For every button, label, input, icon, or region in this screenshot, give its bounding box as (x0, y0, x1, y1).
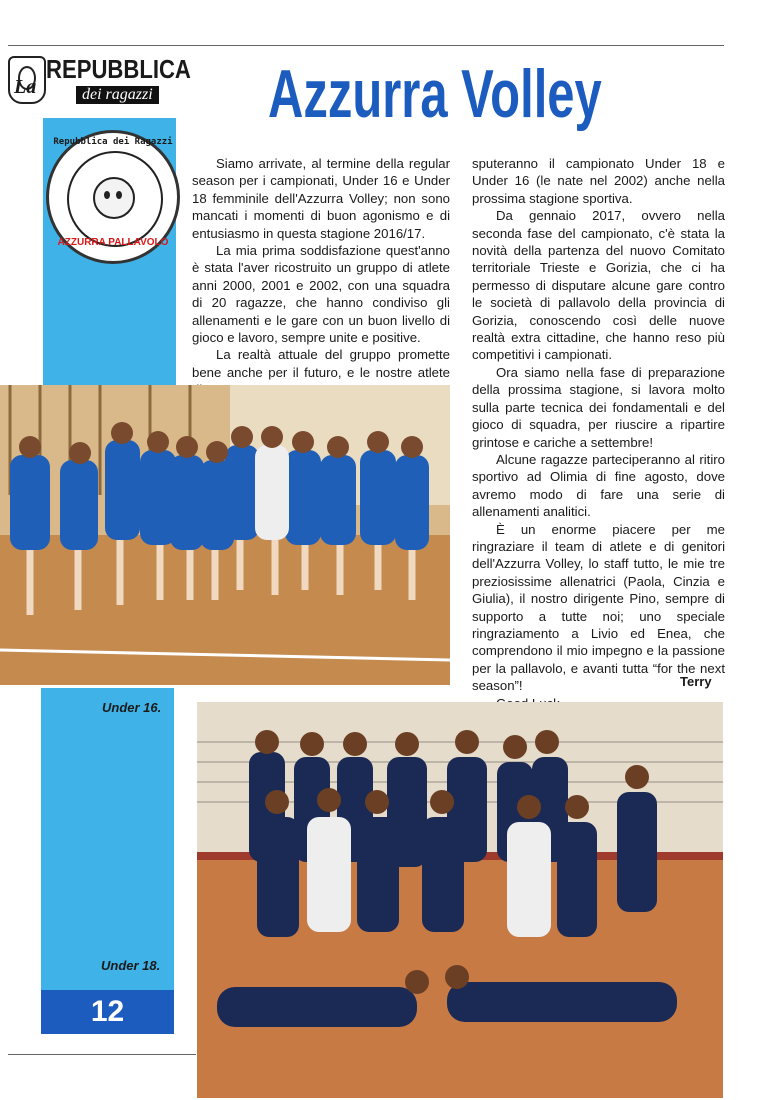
sidebar-blue-strip-bottom (41, 688, 174, 990)
paragraph: Da gennaio 2017, ovvero nella seconda fase del campionato, c'è stata la novità della partenza del nuovo Comitato territoriale Trieste e Gorizia, che ci ha permesso di disputare alcune gare contro le società di pallavolo della provincia di Gorizia, conoscendo così delle nuove realtà extra cittadine, che hanno reso più competitivi i campionati. (472, 208, 725, 363)
author-signature: Terry (680, 674, 712, 689)
paragraph: La mia prima soddisfazione quest'anno è stata l'aver ricostruito un gruppo di atlete anni 2000, 2001 e 2002, con una squadra di 20 ragazze, che hanno condiviso gli allenamenti e le gare con un buon livello di gioco e lavoro, sempre unite e positive. (192, 243, 450, 346)
paragraph: Alcune ragazze parteciperanno al ritiro sportivo ad Olimia di fine agosto, dove avremo modo di fare una serie di allenamenti analitici. (472, 451, 725, 520)
team-photo-under16 (0, 385, 450, 685)
article-column-1 (192, 155, 450, 399)
article-headline: Azzurra Volley (268, 56, 602, 132)
team-photo-under18-image (197, 702, 723, 1098)
club-logo (46, 130, 180, 264)
masthead-la: La (14, 76, 37, 98)
page-number: 12 (41, 990, 174, 1034)
volleyball-mascot-icon (93, 177, 135, 219)
masthead (6, 52, 191, 108)
team-photo-under16-image (0, 385, 450, 685)
masthead-subtitle: dei ragazzi (76, 86, 159, 104)
top-rule (8, 45, 724, 46)
caption-under16: Under 16. (102, 700, 162, 715)
bottom-rule (8, 1054, 196, 1055)
logo-bottom-text: AZZURRA PALLAVOLO (57, 237, 169, 248)
paragraph: La realtà attuale del gruppo promette bene anche per il futuro, e le nostre atlete (192, 347, 450, 380)
paragraph: È un enorme piacere per me ringraziare il team di atlete e di genitori dell'Azzurra Volley, lo staff tutto, le mie tre preziosissime allenatrici (Paola, Cinzia e Giulia), il nostro dirigente Pino, sempre di supporto a tutte noi; uno speciale ringraziamento a Livio ed Enea, che comprendono il mio impegno e la passione per la pallavolo, e avanti tutta “for the next season”! (472, 521, 725, 694)
paragraph: Siamo arrivate, al termine della regular season per i campionati, Under 16 e Under 18 femminile dell'Azzurra Volley; non sono mancati i momenti di buon agonismo e di entusiasmo in questa stagione 2016/17. (192, 156, 450, 241)
team-photo-under18 (197, 702, 723, 1098)
logo-top-text: Repubblica dei Ragazzi (53, 137, 173, 147)
paragraph: sputeranno il campionato Under 18 e Under 16 (le nate nel 2002) anche nella prossima stagione sportiva. (472, 156, 725, 206)
masthead-title: REPUBBLICA (46, 54, 191, 84)
paragraph: Ora siamo nella fase di preparazione della prossima stagione, si lavora molto sulla parte tecnica dei fondamentali e del gioco di squadra, per riuscire a ripartire grintose e cariche a settembre! (472, 364, 725, 450)
caption-under18: Under 18. (101, 958, 161, 973)
article-column-2 (472, 155, 725, 712)
